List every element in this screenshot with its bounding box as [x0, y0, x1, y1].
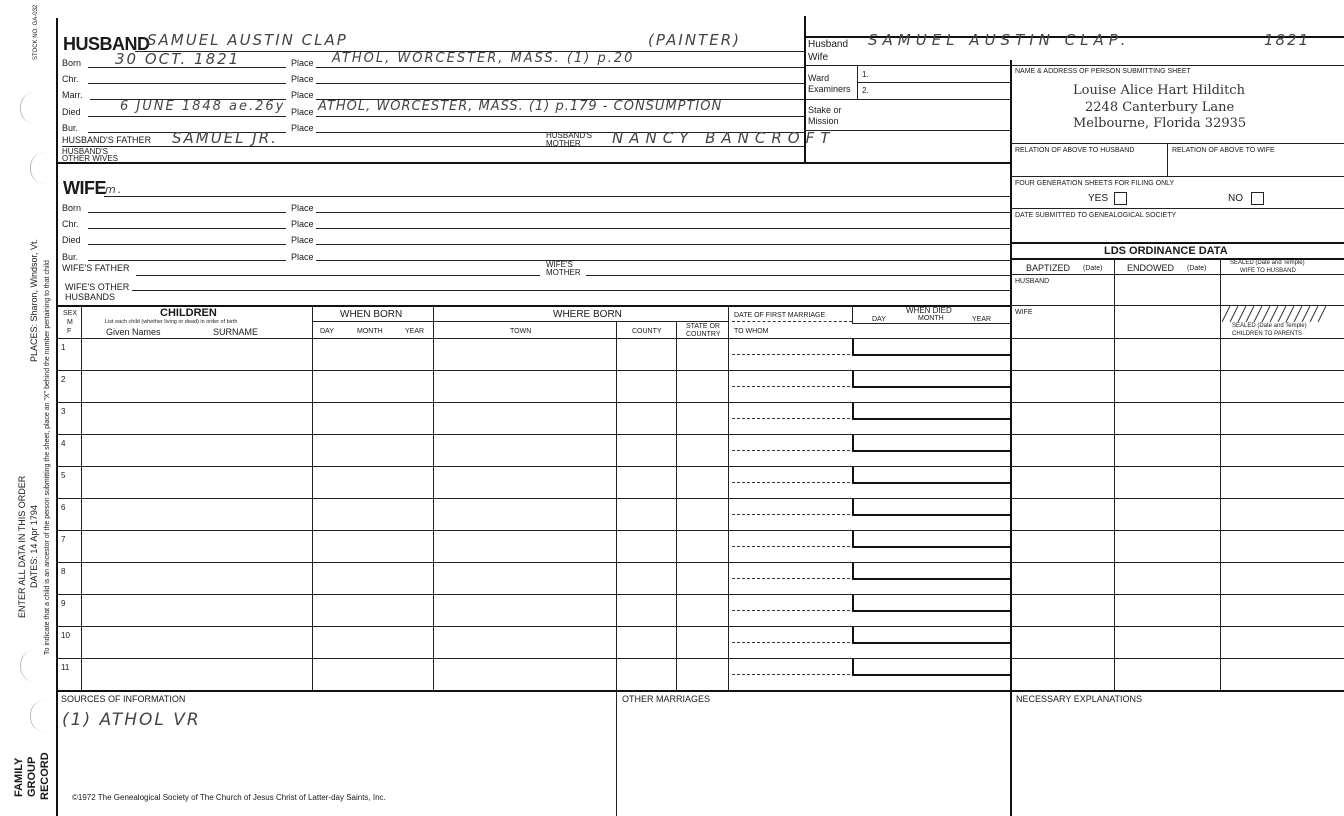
punch-hole: [30, 152, 45, 184]
rule: [586, 275, 1010, 276]
husband-bur-label: Bur.: [62, 123, 79, 133]
rule: [88, 83, 286, 84]
husband-died-place[interactable]: ATHOL, WORCESTER, MASS. (1) p.179 - CONSUMPTION: [318, 99, 723, 114]
rule: [316, 67, 805, 68]
rule: [852, 450, 1010, 452]
rule: [732, 321, 852, 322]
rule: [852, 595, 854, 611]
born-day-label: DAY: [320, 328, 334, 335]
rule: [852, 386, 1010, 388]
born-month-label: MONTH: [357, 328, 383, 335]
place-label: Place: [291, 74, 314, 84]
rule: [852, 659, 854, 675]
to-whom-label: TO WHOM: [734, 328, 769, 335]
rule: [316, 228, 1010, 229]
rule: [732, 578, 850, 579]
four-gen-label: FOUR GENERATION SHEETS FOR FILING ONLY: [1015, 180, 1175, 187]
endowed-date-label: (Date): [1187, 265, 1207, 272]
yes-label: YES: [1088, 193, 1109, 204]
rule: [88, 228, 286, 229]
hatched-box: [1222, 306, 1328, 322]
submitter-street[interactable]: 2248 Canterbury Lane: [1085, 100, 1235, 115]
wife-died-label: Died: [62, 235, 81, 245]
right-panel-divider: [1010, 60, 1012, 816]
place-label: Place: [291, 90, 314, 100]
right-husband-label: Husband: [808, 39, 849, 50]
wife-mother-label-2: MOTHER: [546, 268, 581, 277]
rule: [852, 610, 1010, 612]
sealed-wife-label-2: WIFE TO HUSBAND: [1240, 268, 1296, 274]
date-submitted-label: DATE SUBMITTED TO GENEALOGICAL SOCIETY: [1015, 212, 1177, 219]
explanations-label: NECESSARY EXPLANATIONS: [1016, 694, 1143, 704]
baptized-label: BAPTIZED: [1026, 263, 1071, 273]
rule: [88, 116, 286, 117]
husband-heading: HUSBAND: [63, 34, 150, 54]
surname-label: SURNAME: [213, 327, 259, 337]
rule: [1010, 208, 1344, 209]
when-died-label: WHEN DIED: [906, 306, 952, 315]
husband-born-label: Born: [62, 58, 82, 68]
child-row-number: 6: [61, 503, 66, 512]
rule: [852, 306, 853, 323]
wife-chr-label: Chr.: [62, 219, 79, 229]
husband-occupation[interactable]: (PAINTER): [648, 31, 741, 49]
submitter-name[interactable]: Louise Alice Hart Hilditch: [1073, 83, 1245, 98]
husband-mother[interactable]: NANCY BANCROFT: [612, 129, 836, 147]
rule: [857, 82, 1010, 83]
rule: [732, 514, 850, 515]
rule: [316, 260, 1010, 261]
sex-f: F: [67, 328, 72, 335]
place-label: Place: [291, 123, 314, 133]
wife-bur-label: Bur.: [62, 252, 79, 262]
rule: [316, 83, 805, 84]
place-label: Place: [291, 235, 314, 245]
rule: [316, 116, 805, 117]
rule: [732, 642, 850, 643]
lds-wife-label: WIFE: [1015, 309, 1033, 316]
wife-father-label: WIFE'S FATHER: [62, 263, 130, 273]
rule: [1010, 176, 1344, 177]
baptized-date-label: (Date): [1083, 265, 1103, 272]
copyright: ©1972 The Genealogical Society of The Church of Jesus Christ of Latter-day Saints, Inc.: [72, 793, 386, 802]
children-title: CHILDREN: [160, 307, 217, 319]
rule: [852, 627, 854, 643]
husband-born-date[interactable]: 30 OCT. 1821: [115, 50, 241, 68]
rule: [732, 546, 850, 547]
first-marriage-label: DATE OF FIRST MARRIAGE: [734, 312, 826, 319]
place-label: Place: [291, 203, 314, 213]
child-row-number: 9: [61, 599, 66, 608]
punch-hole: [20, 92, 35, 124]
dates-note: DATES: 14 Apr 1794: [29, 505, 39, 588]
rule: [732, 482, 850, 483]
child-row-number: 2: [61, 375, 66, 384]
examiner-1: 1.: [862, 70, 869, 79]
rule: [88, 67, 286, 68]
husband-father-label: HUSBAND'S FATHER: [62, 135, 152, 145]
died-month-label: MONTH: [918, 315, 944, 322]
stake-label: Stake or: [808, 105, 842, 115]
child-row-number: 5: [61, 471, 66, 480]
rule: [1167, 143, 1168, 177]
form-title-group: GROUP: [26, 756, 38, 797]
child-row-number: 4: [61, 439, 66, 448]
rule: [852, 435, 854, 451]
rule: [56, 690, 1344, 692]
rule: [434, 321, 728, 322]
no-checkbox[interactable]: [1251, 192, 1264, 205]
form-title-family: FAMILY: [13, 757, 25, 797]
rule: [852, 642, 1010, 644]
sealed-wife-label-1: SEALED (Date and Temple): [1230, 260, 1305, 266]
rule: [852, 403, 854, 419]
other-marriages-label: OTHER MARRIAGES: [622, 694, 711, 704]
endowed-label: ENDOWED: [1127, 263, 1174, 273]
husband-other-wives-label-1: HUSBAND'S: [62, 147, 108, 156]
lds-title: LDS ORDINANCE DATA: [1104, 245, 1228, 257]
husband-mother-label-1: HUSBAND'S: [546, 131, 592, 140]
place-label: Place: [291, 107, 314, 117]
rule: [132, 290, 1010, 291]
rule: [1010, 143, 1344, 144]
rule: [62, 146, 805, 147]
form-title-record: RECORD: [39, 752, 51, 800]
when-born-label: WHEN BORN: [340, 309, 403, 320]
rule: [804, 65, 1344, 66]
ward-label: Ward: [808, 73, 830, 83]
rule: [316, 244, 1010, 245]
sex-m: M: [67, 319, 73, 326]
rule: [88, 212, 286, 213]
child-row-number: 8: [61, 567, 66, 576]
rule: [852, 499, 854, 515]
no-label: NO: [1228, 193, 1243, 204]
wife-other-husbands-label-1: WIFE'S OTHER: [65, 282, 130, 292]
sealed-children-label-2: CHILDREN TO PARENTS: [1232, 331, 1303, 337]
rule: [136, 275, 540, 276]
child-row-number: 1: [61, 343, 66, 352]
punch-hole: [20, 650, 35, 682]
rule: [56, 162, 1010, 164]
rule: [852, 418, 1010, 420]
husband-other-wives-label-2: OTHER WIVES: [62, 154, 119, 163]
wife-born-label: Born: [62, 203, 82, 213]
rule: [1010, 242, 1344, 244]
rule: [852, 323, 1010, 324]
rule: [852, 354, 1010, 356]
relation-husband-label: RELATION OF ABOVE TO HUSBAND: [1015, 147, 1135, 154]
relation-wife-label: RELATION OF ABOVE TO WIFE: [1172, 147, 1275, 154]
children-instructions: List each child (whether living or dead) in order of birth: [105, 319, 238, 325]
wife-mother-label-1: WIFE'S: [546, 260, 573, 269]
mission-label: Mission: [808, 116, 839, 126]
child-row-number: 11: [61, 663, 70, 672]
rule: [316, 212, 1010, 213]
born-year-label: YEAR: [405, 328, 425, 335]
submitter-label: NAME & ADDRESS OF PERSON SUBMITTING SHEET: [1015, 68, 1191, 75]
submitter-city[interactable]: Melbourne, Florida 32935: [1073, 116, 1247, 131]
died-day-label: DAY: [872, 316, 886, 323]
rule: [852, 482, 1010, 484]
county-label: COUNTY: [632, 328, 662, 335]
yes-checkbox[interactable]: [1114, 192, 1127, 205]
rule: [852, 514, 1010, 516]
wife-heading: WIFE: [63, 178, 106, 198]
place-label: Place: [291, 58, 314, 68]
child-row-number: 3: [61, 407, 66, 416]
state-label-1: STATE OR: [686, 323, 720, 330]
rule: [732, 450, 850, 451]
rule: [804, 99, 1010, 100]
husband-died-label: Died: [62, 107, 81, 117]
rule: [852, 563, 854, 579]
rule: [804, 130, 1010, 131]
given-names-label: Given Names: [106, 327, 161, 337]
rule: [616, 690, 617, 816]
places-note: PLACES: Sharon, Windsor, Vt.: [29, 238, 39, 362]
state-label-2: COUNTRY: [686, 331, 721, 338]
rule: [88, 244, 286, 245]
place-label: Place: [291, 252, 314, 262]
rule: [732, 386, 850, 387]
husband-mother-label-2: MOTHER: [546, 139, 581, 148]
rule: [1010, 274, 1344, 275]
rule: [104, 196, 1010, 197]
rule: [732, 418, 850, 419]
sealed-children-label-1: SEALED (Date and Temple): [1232, 323, 1307, 329]
rule: [732, 674, 850, 675]
child-row-number: 7: [61, 535, 66, 544]
source-entry[interactable]: (1) ATHOL VR: [62, 710, 201, 730]
punch-hole: [30, 700, 45, 732]
husband-chr-label: Chr.: [62, 74, 79, 84]
place-label: Place: [291, 219, 314, 229]
rule: [852, 578, 1010, 580]
husband-father[interactable]: SAMUEL JR.: [172, 129, 278, 147]
rule: [852, 674, 1010, 676]
rule: [88, 260, 286, 261]
rule: [852, 467, 854, 483]
town-label: TOWN: [510, 328, 532, 335]
rule: [732, 610, 850, 611]
rule: [852, 546, 1010, 548]
right-husband-year[interactable]: 1821: [1264, 31, 1311, 49]
husband-died-date[interactable]: 6 JUNE 1848 ae.26y: [120, 99, 286, 114]
husband-born-place[interactable]: ATHOL, WORCESTER, MASS. (1) p.20: [332, 51, 635, 66]
child-row-number: 10: [61, 631, 70, 640]
wife-other-husbands-label-2: HUSBANDS: [65, 292, 116, 302]
examiner-2: 2.: [862, 86, 869, 95]
wife-mark: m.: [105, 183, 124, 196]
rule: [732, 354, 850, 355]
right-wife-label: Wife: [808, 52, 828, 63]
died-year-label: YEAR: [972, 316, 992, 323]
stock-number: STOCK NO. GA-032: [33, 4, 39, 60]
rule: [852, 371, 854, 387]
husband-marr-label: Marr.: [62, 90, 83, 100]
rule: [312, 321, 433, 322]
sources-label: SOURCES OF INFORMATION: [61, 694, 186, 704]
lds-husband-label: HUSBAND: [1015, 278, 1050, 285]
enter-data-note: ENTER ALL DATA IN THIS ORDER: [17, 475, 27, 618]
sex-label: SEX: [63, 310, 78, 317]
right-husband-name[interactable]: SAMUEL AUSTIN CLAP.: [868, 31, 1131, 49]
ancestor-instruction: To indicate that a child is an ancestor of the person submitting the sheet, place an "X" behind the number pertaining to that child: [44, 260, 51, 655]
rule: [852, 531, 854, 547]
examiners-label: Examiners: [808, 84, 851, 94]
husband-name[interactable]: SAMUEL AUSTIN CLAP: [147, 31, 348, 49]
where-born-label: WHERE BORN: [553, 309, 622, 320]
rule: [852, 339, 854, 355]
